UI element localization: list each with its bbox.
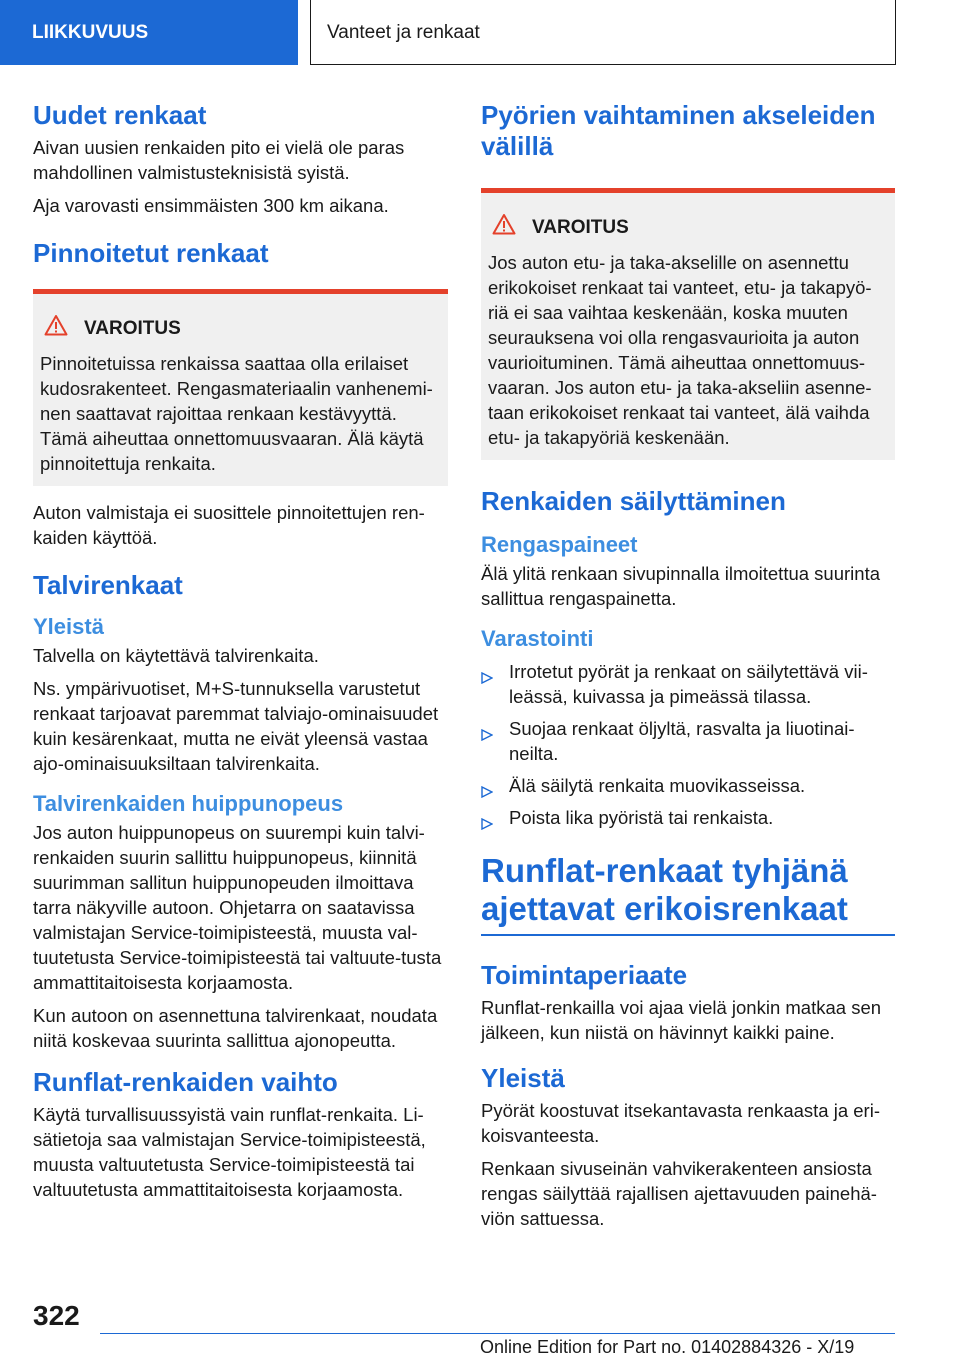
- list-item-text: Suojaa renkaat öljyltä, rasvalta ja liuotinai‐neilta.: [509, 718, 855, 764]
- list-item-text: Älä säilytä renkaita muovikasseissa.: [509, 775, 806, 796]
- heading-runflat-erikoisrenkaat: Runflat-renkaat tyhjänä ajettavat erikoisrenkaat: [481, 852, 848, 927]
- header-section-label: LIIKKUVUUS: [32, 22, 149, 43]
- warning-label: VAROITUS: [84, 317, 181, 339]
- warning-triangle-icon: [44, 314, 70, 343]
- heading-rengaspaineet: Rengaspaineet: [481, 532, 638, 557]
- page-number: 322: [33, 1300, 80, 1331]
- heading-rule: [481, 934, 895, 936]
- paragraph-rengaspaineet: Älä ylitä renkaan sivupinnalla ilmoitettua suurinta sallittua rengaspainetta.: [481, 563, 880, 609]
- triangle-bullet-icon: [481, 665, 493, 677]
- list-item: [481, 716, 895, 766]
- paragraph-yleista-right-2: Renkaan sivuseinän vahvikerakenteen ansiosta rengas säilyttää rajallisen ajettavuuden painehä‐viön sattuessa.: [481, 1158, 877, 1229]
- list-item-text: Irrotetut pyörät ja renkaat on säilytettävä vii‐leässä, kuivassa ja pimeässä tilassa.: [509, 661, 868, 707]
- heading-talvirenkaat: Talvirenkaat: [33, 570, 183, 600]
- heading-toimintaperiaate: Toimintaperiaate: [481, 960, 688, 990]
- warning-text-pinnoitetut: Pinnoitetuissa renkaissa saattaa olla erilaiset kudosrakenteet. Rengasmateriaalin vanhenemi‐nen saattavat rajoittaa renkaan kestävyyttä. Tämä aiheuttaa onnettomuusvaaran. Älä käytä pinnoitettuja renkaita.: [40, 353, 433, 474]
- paragraph-yleista-left-1: Talvella on käytettävä talvirenkaita.: [33, 645, 319, 666]
- header-section-tab: [0, 0, 298, 65]
- list-item: [481, 773, 895, 798]
- list-item: [481, 659, 895, 709]
- heading-huippunopeus: Talvirenkaiden huippunopeus: [33, 791, 344, 816]
- varastointi-list: [481, 659, 895, 830]
- paragraph-runflat-vaihto: Käytä turvallisuussyistä vain runflat-renkaita. Li‐sätietoja saa valmistajan Service-toimipisteestä, muusta valtuutetusta Service-toimipisteestä tai valtuutetusta ammattitaitoisesta korjaamosta.: [33, 1104, 426, 1200]
- paragraph-huippunopeus-1: Jos auton huippunopeus on suurempi kuin talvi‐renkaiden suurin sallittu huippunopeus, kiinnitä suurimman sallitun huippunopeuden ilmoittava tarra näkyville autoon. Ohjetarra on saatavissa valmistajan Service-toimipisteestä, muusta val‐tuutetusta Service-toimipisteestä tai valtuute‐tusta ammattitaitoisesta korjaamosta.: [33, 822, 442, 993]
- paragraph-yleista-right-1: Pyörät koostuvat itsekantavasta renkaasta ja eri‐koisvanteesta.: [481, 1100, 880, 1146]
- paragraph-uudet-2: Aja varovasti ensimmäisten 300 km aikana.: [33, 195, 389, 216]
- warning-box-pyorien: [481, 188, 895, 460]
- left-column: [33, 100, 448, 1210]
- heading-runflat-vaihto: Runflat-renkaiden vaihto: [33, 1067, 338, 1097]
- heading-yleista-right: Yleistä: [481, 1063, 565, 1093]
- warning-box-pinnoitetut: [33, 289, 448, 486]
- heading-varastointi: Varastointi: [481, 626, 594, 651]
- triangle-bullet-icon: [481, 722, 493, 734]
- warning-triangle-icon: [492, 213, 518, 242]
- header-title-box: [310, 0, 896, 65]
- warning-title: [488, 213, 885, 242]
- heading-pyorien-vaihtaminen: Pyörien vaihtaminen akseleiden välillä: [481, 100, 876, 161]
- warning-text-pyorien: Jos auton etu- ja taka-akselille on asennettu erikokoiset renkaat tai vanteet, etu- ja takapyö‐riä ei saa vaihtaa keskenään, koska muuten seurauksena voi olla rengasvaurioita ja auton vaurioituminen. Tämä aiheuttaa onnettomuus‐vaaran. Jos auton etu- ja taka-akseliin asenne‐taan erikokoiset renkaat tai vanteet, älä vaihda etu- ja takapyöriä keskenään.: [488, 252, 872, 448]
- list-item-text: Poista lika pyöristä tai renkaista.: [509, 807, 774, 828]
- triangle-bullet-icon: [481, 811, 493, 823]
- footer-edition-text: Online Edition for Part no. 01402884326 - X/19: [480, 1337, 855, 1357]
- list-item: [481, 805, 895, 830]
- warning-label: VAROITUS: [532, 216, 629, 238]
- right-column: [481, 100, 895, 1239]
- paragraph-huippunopeus-2: Kun autoon on asennettuna talvirenkaat, noudata niitä koskevaa suurinta sallittua ajonopeutta.: [33, 1005, 438, 1051]
- header-title: Vanteet ja renkaat: [327, 22, 480, 43]
- heading-pinnoitetut: Pinnoitetut renkaat: [33, 238, 269, 268]
- heading-yleista-left: Yleistä: [33, 614, 104, 639]
- triangle-bullet-icon: [481, 779, 493, 791]
- paragraph-uudet-1: Aivan uusien renkaiden pito ei vielä ole paras mahdollinen valmistusteknisistä syistä.: [33, 137, 405, 183]
- paragraph-toimintaperiaate: Runflat-renkailla voi ajaa vielä jonkin matkaa sen jälkeen, kun niistä on hävinnyt kaikki paine.: [481, 997, 882, 1043]
- warning-title: [40, 314, 438, 343]
- paragraph-pinnoitetut: Auton valmistaja ei suosittele pinnoitettujen ren‐kaiden käyttöä.: [33, 502, 425, 548]
- heading-uudet-renkaat: Uudet renkaat: [33, 100, 207, 130]
- heading-renkaiden-sailyttaminen: Renkaiden säilyttäminen: [481, 486, 786, 516]
- paragraph-yleista-left-2: Ns. ympärivuotiset, M+S-tunnuksella varustetut renkaat tarjoavat paremmat talviajo-ominaisuudet kuin kesärenkaat, mutta ne eivät yleensä vastaa ajo-ominaisuuksiltaan talvirenkaita.: [33, 678, 439, 774]
- footer-rule: [100, 1333, 895, 1334]
